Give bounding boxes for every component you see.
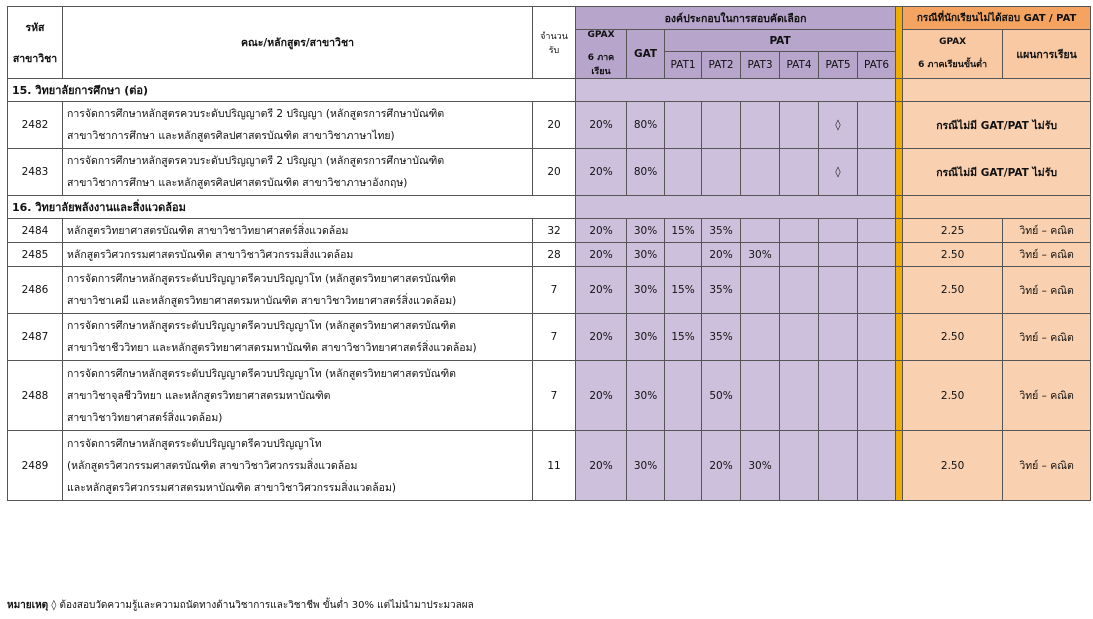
header-pat-col: PAT2 (702, 52, 741, 79)
section-title: 15. วิทยาลัยการศึกษา (ต่อ) (8, 79, 576, 102)
pat-weight: ◊ (819, 102, 858, 149)
study-plan: วิทย์ – คณิต (1003, 431, 1091, 501)
pat-weight (780, 149, 819, 196)
program-name (63, 431, 533, 501)
header-pat-col: PAT6 (858, 52, 896, 79)
seats-value: 28 (533, 243, 576, 267)
pat-weight (780, 431, 819, 501)
program-name (63, 314, 533, 361)
pat-weight: 20% (702, 431, 741, 501)
pat-weight: 30% (741, 243, 780, 267)
gat-weight: 80% (627, 149, 665, 196)
pat-weight: 35% (702, 219, 741, 243)
pat-weight (858, 267, 896, 314)
table-row (8, 314, 1091, 361)
header-no-gat: กรณีที่นักเรียนไม่ได้สอบ GAT / PAT (903, 7, 1091, 30)
pat-weight: ◊ (819, 149, 858, 196)
seats-value: 7 (533, 361, 576, 431)
footnote (7, 598, 474, 613)
program-name-line: การจัดการศึกษาหลักสูตรระดับปริญญาตรีควบปริญญาโท (หลักสูตรวิทยาศาสตรบัณฑิต (67, 367, 456, 380)
header-program: คณะ/หลักสูตร/สาขาวิชา (63, 7, 533, 79)
pat-weight (858, 102, 896, 149)
gold-divider (896, 314, 903, 361)
section-fill (576, 79, 896, 102)
program-name-line: การจัดการศึกษาหลักสูตรควบระดับปริญญาตรี 2 ปริญญา (หลักสูตรการศึกษาบัณฑิต (67, 155, 445, 167)
pat-weight (819, 314, 858, 361)
min-gpax: 2.25 (903, 219, 1003, 243)
pat-weight: 15% (665, 267, 702, 314)
gpax-weight: 20% (576, 219, 627, 243)
pat-weight: 15% (665, 219, 702, 243)
section-fill (903, 79, 1091, 102)
program-name-line: สาขาวิชาเคมี และหลักสูตรวิทยาศาสตรมหาบัณฑิต สาขาวิชาวิทยาศาสตร์สิ่งแวดล้อม) (67, 295, 457, 307)
program-name-line: (หลักสูตรวิศวกรรมศาสตรบัณฑิต สาขาวิชาวิศวกรรมสิ่งแวดล้อม (67, 459, 358, 472)
program-name-line: หลักสูตรวิศวกรรมศาสตรบัณฑิต สาขาวิชาวิศวกรรมสิ่งแวดล้อม (67, 248, 354, 261)
gpax-weight: 20% (576, 361, 627, 431)
gpax-weight: 20% (576, 243, 627, 267)
section-title: 16. วิทยาลัยพลังงานและสิ่งแวดล้อม (8, 196, 576, 219)
program-name (63, 267, 533, 314)
program-name-line: สาขาวิชาการศึกษา และหลักสูตรศิลปศาสตรบัณฑิต สาขาวิชาภาษาอังกฤษ) (67, 177, 408, 189)
header-pat-col: PAT5 (819, 52, 858, 79)
header-seats: จำนวนรับ (533, 7, 576, 79)
pat-weight (665, 149, 702, 196)
study-plan: วิทย์ – คณิต (1003, 361, 1091, 431)
pat-weight (858, 361, 896, 431)
pat-weight (702, 102, 741, 149)
pat-weight (819, 431, 858, 501)
gpax-weight: 20% (576, 314, 627, 361)
table-row (8, 361, 1091, 431)
program-name (63, 149, 533, 196)
seats-value: 7 (533, 314, 576, 361)
program-name-line: หลักสูตรวิทยาศาสตรบัณฑิต สาขาวิชาวิทยาศาสตร์สิ่งแวดล้อม (67, 224, 349, 237)
table-row (8, 243, 1091, 267)
program-code: 2488 (8, 361, 63, 431)
gpax-weight: 20% (576, 431, 627, 501)
seats-value: 11 (533, 431, 576, 501)
header-components: องค์ประกอบในการสอบคัดเลือก (576, 7, 896, 30)
pat-weight (780, 102, 819, 149)
gold-divider (896, 149, 903, 196)
header-gpax: GPAX 6 ภาคเรียน (576, 30, 627, 79)
pat-weight (665, 431, 702, 501)
pat-weight (819, 361, 858, 431)
program-name-line: สาขาวิชาชีววิทยา และหลักสูตรวิทยาศาสตรมหาบัณฑิต สาขาวิชาวิทยาศาสตร์สิ่งแวดล้อม) (67, 342, 477, 354)
pat-weight: 20% (702, 243, 741, 267)
pat-weight: 15% (665, 314, 702, 361)
program-name-line: การจัดการศึกษาหลักสูตรระดับปริญญาตรีควบปริญญาโท (หลักสูตรวิทยาศาสตรบัณฑิต (67, 320, 456, 332)
min-gpax: 2.50 (903, 314, 1003, 361)
gpax-weight: 20% (576, 267, 627, 314)
pat-weight (780, 267, 819, 314)
gat-weight: 30% (627, 314, 665, 361)
program-name (63, 361, 533, 431)
gold-divider (896, 219, 903, 243)
table-row (8, 102, 1091, 149)
gat-weight: 30% (627, 361, 665, 431)
gat-weight: 80% (627, 102, 665, 149)
pat-weight (858, 243, 896, 267)
pat-weight (741, 361, 780, 431)
section-row (8, 79, 1091, 102)
program-code: 2489 (8, 431, 63, 501)
pat-weight: 30% (741, 431, 780, 501)
gat-weight: 30% (627, 267, 665, 314)
program-name (63, 243, 533, 267)
gold-divider (896, 196, 903, 219)
header-min-gpax: GPAX 6 ภาคเรียนขั้นต่ำ (903, 30, 1003, 79)
pat-weight (780, 243, 819, 267)
program-name (63, 219, 533, 243)
header-gat: GAT (627, 30, 665, 79)
pat-weight: 35% (702, 314, 741, 361)
pat-weight (741, 102, 780, 149)
program-code: 2483 (8, 149, 63, 196)
gpax-weight: 20% (576, 149, 627, 196)
seats-value: 20 (533, 102, 576, 149)
header-pat: PAT (665, 30, 896, 52)
pat-weight (741, 314, 780, 361)
gold-divider (896, 431, 903, 501)
gat-weight: 30% (627, 243, 665, 267)
table-row (8, 219, 1091, 243)
pat-weight (780, 314, 819, 361)
pat-weight (665, 361, 702, 431)
pat-weight (665, 243, 702, 267)
program-name-line: การจัดการศึกษาหลักสูตรควบระดับปริญญาตรี 2 ปริญญา (หลักสูตรการศึกษาบัณฑิต (67, 108, 445, 120)
program-code: 2486 (8, 267, 63, 314)
header-pat-col: PAT1 (665, 52, 702, 79)
header-study-plan: แผนการเรียน (1003, 30, 1091, 79)
header-code: รหัส สาขาวิชา (8, 7, 63, 79)
pat-weight (858, 314, 896, 361)
table-row (8, 149, 1091, 196)
program-code: 2484 (8, 219, 63, 243)
no-gat-note: กรณีไม่มี GAT/PAT ไม่รับ (903, 149, 1091, 196)
gold-divider (896, 79, 903, 102)
no-gat-note: กรณีไม่มี GAT/PAT ไม่รับ (903, 102, 1091, 149)
table-row (8, 267, 1091, 314)
program-name-line: และหลักสูตรวิศวกรรมศาสตรมหาบัณฑิต สาขาวิชาวิศวกรรมสิ่งแวดล้อม) (67, 481, 396, 494)
program-name-line: การจัดการศึกษาหลักสูตรระดับปริญญาตรีควบปริญญาโท (หลักสูตรวิทยาศาสตรบัณฑิต (67, 273, 456, 285)
pat-weight (665, 102, 702, 149)
pat-weight (780, 361, 819, 431)
program-name-line: การจัดการศึกษาหลักสูตรระดับปริญญาตรีควบปริญญาโท (67, 437, 322, 450)
pat-weight (858, 149, 896, 196)
pat-weight (858, 219, 896, 243)
pat-weight (741, 267, 780, 314)
seats-value: 20 (533, 149, 576, 196)
admission-table (7, 6, 1091, 501)
min-gpax: 2.50 (903, 243, 1003, 267)
program-name-line: สาขาวิชาจุลชีววิทยา และหลักสูตรวิทยาศาสตรมหาบัณฑิต (67, 389, 331, 402)
section-fill (576, 196, 896, 219)
program-name-line: สาขาวิชาวิทยาศาสตร์สิ่งแวดล้อม) (67, 411, 223, 424)
program-code: 2485 (8, 243, 63, 267)
pat-weight (819, 267, 858, 314)
study-plan: วิทย์ – คณิต (1003, 219, 1091, 243)
min-gpax: 2.50 (903, 361, 1003, 431)
gold-divider (896, 7, 903, 79)
study-plan: วิทย์ – คณิต (1003, 243, 1091, 267)
section-fill (903, 196, 1091, 219)
pat-weight (858, 431, 896, 501)
pat-weight (780, 219, 819, 243)
footnote-label: หมายเหตุ (7, 600, 49, 611)
gpax-weight: 20% (576, 102, 627, 149)
gold-divider (896, 243, 903, 267)
pat-weight (819, 243, 858, 267)
gat-weight: 30% (627, 431, 665, 501)
footnote-text: ◊ ต้องสอบวัดความรู้และความถนัดทางด้านวิชาการและวิชาชีพ ขั้นต่ำ 30% แต่ไม่นำมาประมวลผล (51, 600, 474, 611)
study-plan: วิทย์ – คณิต (1003, 314, 1091, 361)
program-code: 2482 (8, 102, 63, 149)
seats-value: 32 (533, 219, 576, 243)
gold-divider (896, 102, 903, 149)
pat-weight (741, 149, 780, 196)
seats-value: 7 (533, 267, 576, 314)
program-name (63, 102, 533, 149)
gat-weight: 30% (627, 219, 665, 243)
header-pat-col: PAT3 (741, 52, 780, 79)
program-code: 2487 (8, 314, 63, 361)
pat-weight: 50% (702, 361, 741, 431)
pat-weight (702, 149, 741, 196)
gold-divider (896, 361, 903, 431)
gold-divider (896, 267, 903, 314)
pat-weight (741, 219, 780, 243)
section-row (8, 196, 1091, 219)
study-plan: วิทย์ – คณิต (1003, 267, 1091, 314)
min-gpax: 2.50 (903, 267, 1003, 314)
pat-weight (819, 219, 858, 243)
program-name-line: สาขาวิชาการศึกษา และหลักสูตรศิลปศาสตรบัณฑิต สาขาวิชาภาษาไทย) (67, 130, 395, 142)
table-row (8, 431, 1091, 501)
pat-weight: 35% (702, 267, 741, 314)
min-gpax: 2.50 (903, 431, 1003, 501)
header-pat-col: PAT4 (780, 52, 819, 79)
